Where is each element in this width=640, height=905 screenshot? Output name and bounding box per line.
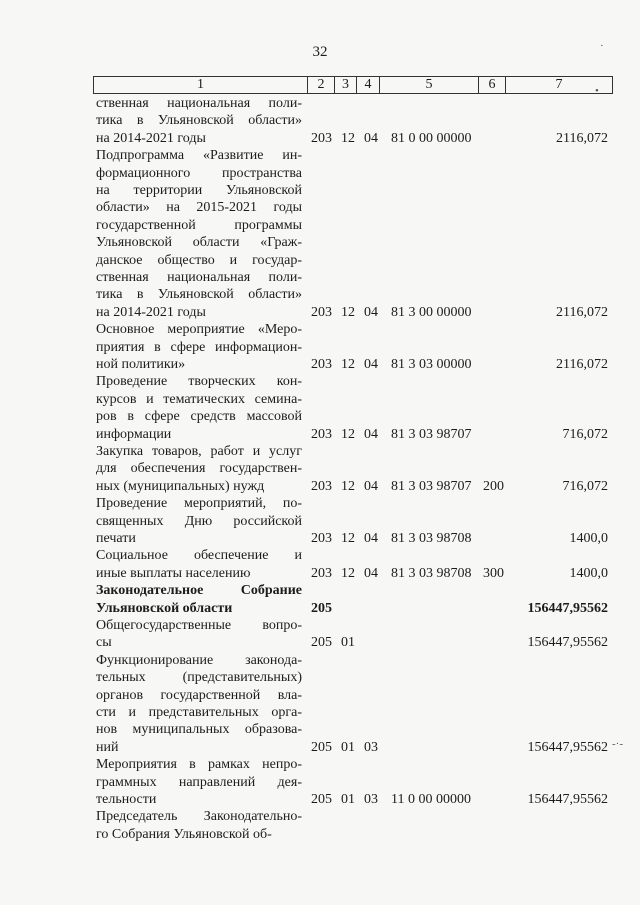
- description-line: Ульяновской области «Граж-: [96, 235, 302, 251]
- header-col-5: 5: [380, 77, 479, 93]
- description-line: на территории Ульяновской: [96, 182, 302, 198]
- description-line: формационного пространства: [96, 165, 302, 181]
- target-article-code: 81 3 03 98708: [391, 530, 472, 546]
- row-description: [96, 582, 302, 617]
- description-line: священных Дню российской: [96, 513, 302, 529]
- description-line: государственной программы: [96, 217, 302, 233]
- header-col-2: 2: [308, 77, 335, 93]
- subsection-code: 04: [364, 565, 378, 581]
- amount: 1400,0: [569, 565, 608, 581]
- target-article-code: 81 3 03 98708: [391, 565, 472, 581]
- description-line: на 2014-2021 годы: [96, 130, 206, 146]
- header-col-1: 1: [94, 77, 308, 93]
- description-line: граммных направлений дея-: [96, 774, 302, 790]
- chapter-code: 205: [311, 635, 332, 651]
- amount: 2116,072: [556, 356, 608, 372]
- chapter-code: 203: [311, 530, 332, 546]
- amount: 156447,95562: [527, 600, 608, 616]
- section-code: 12: [341, 356, 355, 372]
- section-code: 12: [341, 565, 355, 581]
- description-line: Подпрограмма «Развитие ин-: [96, 148, 302, 164]
- section-code: 12: [341, 304, 355, 320]
- description-line: Ульяновской области: [96, 600, 233, 616]
- subsection-code: 04: [364, 426, 378, 442]
- amount: 2116,072: [556, 130, 608, 146]
- table-header: [93, 76, 613, 94]
- header-col-6: 6: [479, 77, 506, 93]
- scan-speck: -·-: [612, 738, 623, 750]
- description-line: ров в сфере средств массовой: [96, 409, 302, 425]
- description-line: нов муниципальных образова-: [96, 722, 302, 738]
- scan-speck: •: [595, 85, 599, 97]
- description-line: тика в Ульяновской области»: [96, 113, 302, 129]
- target-article-code: 81 0 00 00000: [391, 130, 472, 146]
- chapter-code: 205: [311, 791, 332, 807]
- description-line: ний: [96, 739, 119, 755]
- description-line: области» на 2015-2021 годы: [96, 200, 302, 216]
- description-line: тельности: [96, 791, 157, 807]
- row-description: [96, 443, 302, 495]
- expense-type-code: 200: [483, 478, 504, 494]
- chapter-code: 203: [311, 130, 332, 146]
- description-line: Мероприятия в рамках непро-: [96, 757, 302, 773]
- description-line: го Собрания Ульяновской об-: [96, 826, 272, 842]
- description-line: ной политики»: [96, 356, 186, 372]
- description-line: на 2014-2021 годы: [96, 304, 206, 320]
- chapter-code: 203: [311, 426, 332, 442]
- description-line: тельных (представительных): [96, 670, 302, 686]
- section-code: 12: [341, 530, 355, 546]
- target-article-code: 11 0 00 00000: [391, 791, 471, 807]
- header-col-7: 7: [555, 77, 563, 92]
- amount: 156447,95562: [527, 791, 608, 807]
- chapter-code: 203: [311, 356, 332, 372]
- header-col-4: 4: [357, 77, 380, 93]
- chapter-code: 203: [311, 304, 332, 320]
- subsection-code: 04: [364, 130, 378, 146]
- amount: 156447,95562: [527, 635, 608, 651]
- description-line: Председатель Законодательно-: [96, 809, 302, 825]
- row-description: [96, 808, 302, 843]
- section-code: 01: [341, 739, 355, 755]
- page-number: 32: [312, 44, 328, 60]
- row-description: [96, 321, 302, 373]
- expense-type-code: 300: [483, 565, 504, 581]
- description-line: сы: [96, 635, 112, 651]
- target-article-code: 81 3 03 98707: [391, 478, 472, 494]
- description-line: ственная национальная поли-: [96, 269, 302, 285]
- target-article-code: 81 3 03 00000: [391, 356, 472, 372]
- description-line: тика в Ульяновской области»: [96, 287, 302, 303]
- section-code: 12: [341, 130, 355, 146]
- description-line: для обеспечения государствен-: [96, 461, 302, 477]
- description-line: информации: [96, 426, 172, 442]
- description-line: иные выплаты населению: [96, 565, 251, 581]
- description-line: печати: [96, 530, 136, 546]
- chapter-code: 205: [311, 739, 332, 755]
- amount: 1400,0: [569, 530, 608, 546]
- section-code: 12: [341, 426, 355, 442]
- description-line: Основное мероприятие «Меро-: [96, 322, 302, 338]
- section-code: 12: [341, 478, 355, 494]
- description-line: органов государственной вла-: [96, 687, 302, 703]
- description-line: сти и представительных орга-: [96, 704, 302, 720]
- row-description: [96, 495, 302, 547]
- header-col-3: 3: [335, 77, 357, 93]
- description-line: ных (муниципальных) нужд: [96, 478, 265, 494]
- row-description: [96, 95, 302, 147]
- description-line: Проведение мероприятий, по-: [96, 496, 302, 512]
- row-description: [96, 373, 302, 443]
- row-description: [96, 547, 302, 582]
- chapter-code: 205: [311, 600, 332, 616]
- subsection-code: 04: [364, 478, 378, 494]
- section-code: 01: [341, 791, 355, 807]
- chapter-code: 203: [311, 565, 332, 581]
- section-code: 01: [341, 635, 355, 651]
- description-line: курсов и тематических семина-: [96, 391, 302, 407]
- subsection-code: 03: [364, 739, 378, 755]
- subsection-code: 03: [364, 791, 378, 807]
- amount: 716,072: [562, 426, 608, 442]
- description-line: ственная национальная поли-: [96, 96, 302, 111]
- amount: 716,072: [562, 478, 608, 494]
- row-description: [96, 617, 302, 652]
- target-article-code: 81 3 03 98707: [391, 426, 472, 442]
- description-line: Общегосударственные вопро-: [96, 618, 302, 633]
- scan-speck: ·: [600, 40, 604, 52]
- subsection-code: 04: [364, 356, 378, 372]
- row-description: [96, 652, 302, 756]
- description-line: Закупка товаров, работ и услуг: [96, 444, 302, 459]
- description-line: Социальное обеспечение и: [96, 548, 302, 564]
- description-line: Проведение творческих кон-: [96, 374, 302, 390]
- target-article-code: 81 3 00 00000: [391, 304, 472, 320]
- chapter-code: 203: [311, 478, 332, 494]
- subsection-code: 04: [364, 304, 378, 320]
- description-line: Законодательное Собрание: [96, 583, 302, 599]
- row-description: [96, 756, 302, 808]
- description-line: приятия в сфере информацион-: [96, 339, 302, 355]
- subsection-code: 04: [364, 530, 378, 546]
- description-line: Функционирование законода-: [96, 652, 302, 668]
- row-description: [96, 147, 302, 321]
- description-line: данское общество и государ-: [96, 252, 302, 268]
- amount: 2116,072: [556, 304, 608, 320]
- amount: 156447,95562: [527, 739, 608, 755]
